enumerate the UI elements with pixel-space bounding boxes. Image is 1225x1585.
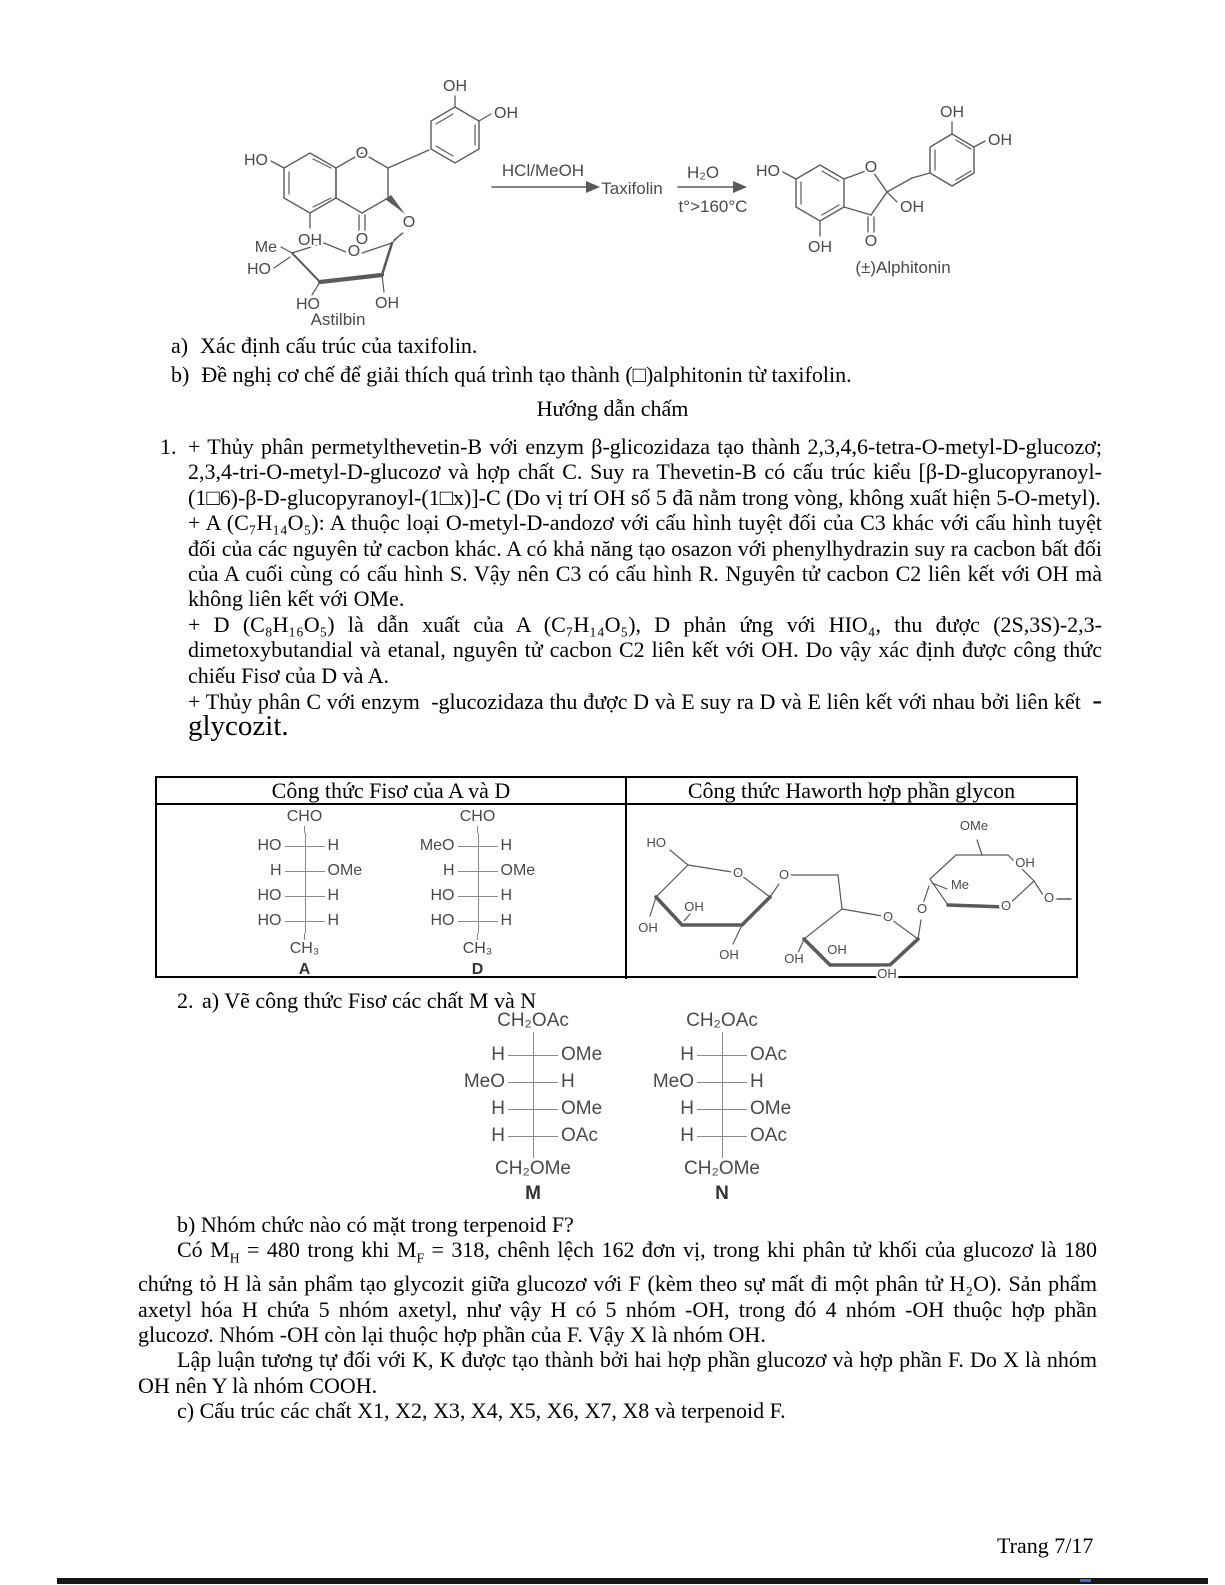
atom-label: OH xyxy=(719,947,739,962)
atom-label: OH xyxy=(638,920,658,935)
atom-label: OH xyxy=(988,132,1012,149)
item-marker: a) xyxy=(171,333,189,358)
haworth-structure-figure xyxy=(630,805,1076,981)
fischer-name: M xyxy=(525,1183,541,1204)
page-number: Trang 7/17 xyxy=(997,1533,1094,1558)
reaction-scheme-figure xyxy=(170,75,1030,335)
atom-label: O xyxy=(1000,898,1012,913)
atom-label: HO xyxy=(247,261,271,278)
fischer-bottom: CH₂OMe xyxy=(684,1158,760,1179)
paragraph-k-reasoning: Lập luận tương tự đối với K, K được tạo thành bởi hai hợp phần glucozơ và hợp phần F. Do X là nhóm OH nên Y là nhóm COOH. xyxy=(138,1347,1097,1398)
fischer-projection-A: CHO HO H H OMe HO H HO H CH₃ A xyxy=(257,808,363,978)
atom-label: OH xyxy=(900,199,924,216)
fischer-bottom: CH₂OMe xyxy=(495,1158,571,1179)
atom-label: O xyxy=(732,865,744,880)
table-cell-haworth xyxy=(627,805,1076,979)
table-header-right: Công thức Haworth hợp phần glycon xyxy=(627,778,1076,805)
fischer-top: CHO xyxy=(459,808,496,825)
atom-label: Me xyxy=(254,239,277,256)
atom-label: HO xyxy=(244,152,268,169)
section-heading: Hướng dẫn chấm xyxy=(536,396,689,421)
item-text: Đề nghị cơ chế để giải thích quá trình tạo thành (□)alphitonin từ taxifolin. xyxy=(201,362,852,387)
question-item-b xyxy=(171,362,852,387)
condition-label: t°>160°C xyxy=(678,197,748,216)
list-marker-1: 1. xyxy=(160,434,177,459)
atom-label: OH xyxy=(877,966,897,981)
atom-label: O xyxy=(882,909,894,924)
glycosit-large-text: -glycozit. xyxy=(188,684,1102,743)
atom-label: O xyxy=(355,145,369,162)
paragraph-compound-a: + A (C₇H₁₄O₅): A thuộc loại O-metyl-D-andozơ với cấu hình tuyệt đối của C3 khác với cấu hình tuyệt đối của các nguyên tử cacbon khác. A có khả năng tạo osazon với phenylhydrazin suy ra cacbon bất đối của A cuối cùng có cấu hình S. Vậy nên C3 có cấu hình R. Nguyên tử cacbon C2 liên kết với OH mà không liên kết với OMe. xyxy=(188,510,1102,612)
fischer-name: A xyxy=(298,961,311,978)
atom-label: OH xyxy=(298,232,322,249)
scan-artifact-blue-mark xyxy=(1080,1579,1091,1582)
atom-label: O xyxy=(916,901,928,916)
atom-label: OH xyxy=(784,951,804,966)
fischer-top: CH₂OAc xyxy=(497,1010,569,1031)
atom-label: OH xyxy=(1015,855,1035,870)
atom-label: OH xyxy=(940,104,964,121)
atom-label: OH xyxy=(494,105,518,122)
fischer-name: D xyxy=(471,961,484,978)
atom-label: OMe xyxy=(959,818,989,833)
atom-label: OH xyxy=(808,239,832,256)
fischer-projection-D: CHO MeO H H OMe HO H HO H CH₃ D xyxy=(419,808,536,978)
fischer-name: N xyxy=(715,1183,729,1204)
paragraph-compound-d: + D (C₈H₁₆O₅) là dẫn xuất của A (C₇H₁₄O₅), D phản ứng với HIO₄, thu được (2S,3S)-2,3-dimetoxybutandial và etanal, nguyên tử cacbon C2 liên kết với OH. Do vậy xác định được công thức chiếu Fisơ của D và A. xyxy=(188,611,1102,688)
item1-content xyxy=(188,434,1102,741)
item-text: Xác định cấu trúc của taxifolin. xyxy=(200,333,478,358)
atom-label: O xyxy=(347,243,361,260)
item-marker: b) xyxy=(171,362,190,387)
atom-label: Me xyxy=(950,877,970,892)
table-cell-fischer xyxy=(157,805,627,979)
atom-label: HO xyxy=(646,835,666,850)
atom-label: O xyxy=(778,867,790,882)
fischer-projection-N: CH₂OAc H OAc MeO H H OMe H OAc CH₂OMe N xyxy=(652,1010,792,1204)
paragraph-glycosidase: + Thủy phân C với enzym -glucozidaza thu được D và E suy ra D và E liên kết với nhau bởi liên kết -glycozit. xyxy=(188,684,1102,743)
answer-table xyxy=(155,776,1078,981)
question-item-a xyxy=(171,333,477,358)
fischer-top: CHO xyxy=(286,808,323,825)
fischer-projection-M: CH₂OAc H OMe MeO H H OMe H OAc CH₂OMe M xyxy=(463,1010,603,1204)
fischer-mn-group xyxy=(446,1010,809,1205)
reagent-label: H₂O xyxy=(686,163,720,182)
atom-label: O xyxy=(355,231,369,248)
atom-label: O xyxy=(402,214,416,231)
fischer-top: CH₂OAc xyxy=(686,1010,758,1031)
table-header-left: Công thức Fisơ của A và D xyxy=(157,778,627,805)
atom-label: OH xyxy=(684,899,704,914)
atom-label: O xyxy=(864,159,878,176)
intermediate-label: Taxifolin xyxy=(601,179,663,198)
paragraph-mass-reasoning: Có $M_H = 480$ trong khi $M_F = 318$, chênh lệch 162 đơn vị, trong khi phân tử khối của glucozơ là 180 chứng tỏ H là sản phẩm tạo glycozit giữa glucozơ với F (kèm theo sự mất đi một phân tử H₂O). Sản phẩm axetyl hóa H chứa 5 nhóm axetyl, như vậy H có 5 nhóm -OH, trong đó 4 nhóm -OH thuộc hợp phần glucozơ. Nhóm -OH còn lại thuộc hợp phần của F. Vậy X là nhóm OH. xyxy=(138,1237,1097,1348)
question-c-line: c) Cấu trúc các chất X1, X2, X3, X4, X5, X6, X7, X8 và terpenoid F. xyxy=(177,1398,786,1424)
astilbin-caption: Astilbin xyxy=(310,310,366,329)
atom-label: HO xyxy=(756,163,780,180)
list-marker-2: 2. xyxy=(177,988,194,1013)
item2-text: a) Vẽ công thức Fisơ các chất M và N xyxy=(202,988,537,1013)
reagent-label: HCl/MeOH xyxy=(501,161,585,180)
fischer-bottom: CH₃ xyxy=(462,940,493,957)
atom-label: OH xyxy=(827,942,847,957)
section-b-content xyxy=(138,1212,1097,1424)
paragraph-hydrolysis: + Thủy phân permetylthevetin-B với enzym β-glicozidaza tạo thành 2,3,4,6-tetra-O-metyl-D-glucozơ; 2,3,4-tri-O-metyl-D-glucozơ và hợp chất C. Suy ra Thevetin-B có cấu trúc kiểu [β-D-glucopyranoyl-(1□6)-β-D-glucopyranoyl-(1□x)]-C (Do vị trí OH số 5 đã nằm trong vòng, không xuất hiện 5-O-metyl). xyxy=(188,434,1102,510)
atom-label: OH xyxy=(443,78,467,95)
question-b-line: b) Nhóm chức nào có mặt trong terpenoid F? xyxy=(177,1212,574,1237)
fischer-bottom: CH₃ xyxy=(289,940,320,957)
page-edge-bar xyxy=(57,1578,1208,1584)
alphitonin-caption: (±)Alphitonin xyxy=(855,258,951,277)
atom-label: O xyxy=(864,233,878,250)
atom-label: HO xyxy=(296,296,320,313)
atom-label: O xyxy=(1043,890,1055,905)
atom-label: OH xyxy=(375,295,399,312)
